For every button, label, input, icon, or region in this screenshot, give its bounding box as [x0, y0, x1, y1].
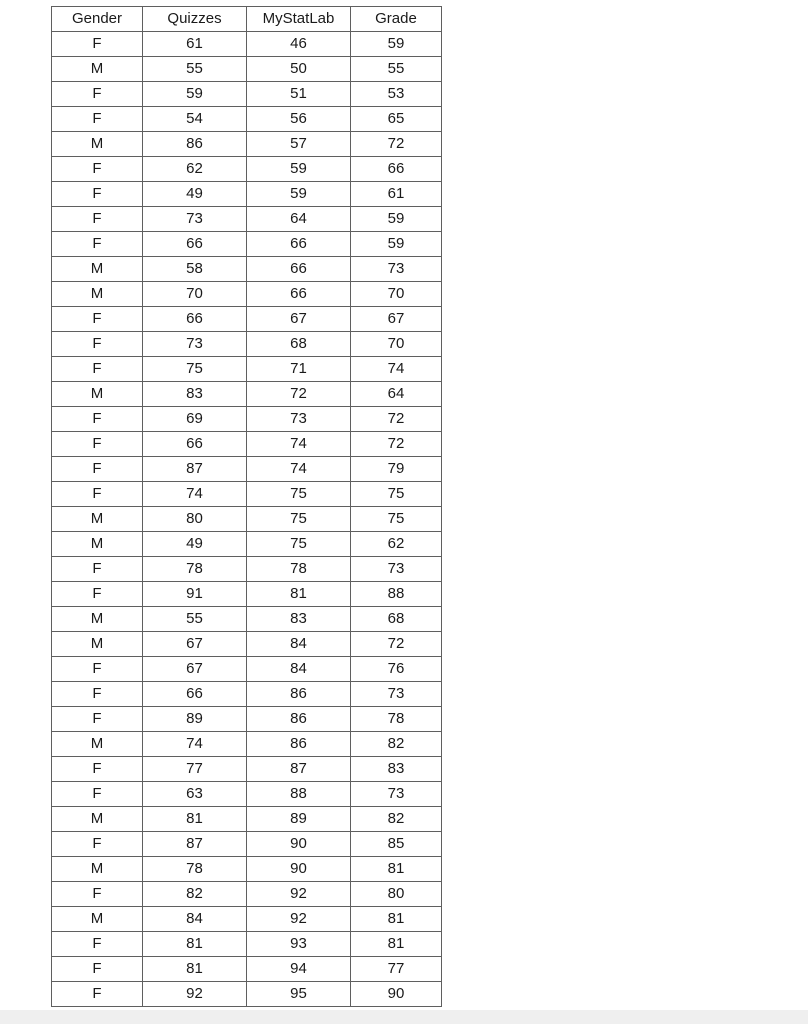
cell-mystatlab: 66	[247, 282, 351, 307]
cell-gender: F	[52, 207, 143, 232]
cell-quizzes: 62	[143, 157, 247, 182]
table-row	[52, 382, 442, 407]
cell-gender: F	[52, 357, 143, 382]
table-row	[52, 932, 442, 957]
cell-quizzes: 73	[143, 332, 247, 357]
cell-quizzes: 74	[143, 732, 247, 757]
cell-mystatlab: 94	[247, 957, 351, 982]
cell-mystatlab: 83	[247, 607, 351, 632]
cell-mystatlab: 64	[247, 207, 351, 232]
cell-mystatlab: 57	[247, 132, 351, 157]
table-row	[52, 657, 442, 682]
cell-grade: 59	[351, 32, 442, 57]
cell-gender: F	[52, 957, 143, 982]
cell-gender: M	[52, 132, 143, 157]
cell-gender: M	[52, 607, 143, 632]
cell-quizzes: 69	[143, 407, 247, 432]
cell-gender: M	[52, 257, 143, 282]
cell-grade: 74	[351, 357, 442, 382]
table-row	[52, 407, 442, 432]
cell-quizzes: 78	[143, 857, 247, 882]
cell-mystatlab: 74	[247, 457, 351, 482]
cell-gender: F	[52, 557, 143, 582]
cell-quizzes: 75	[143, 357, 247, 382]
table-row	[52, 532, 442, 557]
table-row	[52, 432, 442, 457]
cell-quizzes: 81	[143, 932, 247, 957]
cell-mystatlab: 78	[247, 557, 351, 582]
cell-quizzes: 55	[143, 607, 247, 632]
table-row	[52, 457, 442, 482]
cell-mystatlab: 50	[247, 57, 351, 82]
cell-quizzes: 55	[143, 57, 247, 82]
cell-quizzes: 66	[143, 432, 247, 457]
cell-mystatlab: 95	[247, 982, 351, 1007]
cell-mystatlab: 84	[247, 657, 351, 682]
table-row	[52, 182, 442, 207]
cell-gender: M	[52, 732, 143, 757]
cell-mystatlab: 93	[247, 932, 351, 957]
table-row	[52, 682, 442, 707]
cell-gender: F	[52, 432, 143, 457]
cell-gender: F	[52, 307, 143, 332]
cell-gender: F	[52, 832, 143, 857]
cell-mystatlab: 92	[247, 907, 351, 932]
cell-quizzes: 81	[143, 807, 247, 832]
cell-quizzes: 66	[143, 307, 247, 332]
table-row	[52, 232, 442, 257]
table-row	[52, 57, 442, 82]
cell-quizzes: 84	[143, 907, 247, 932]
cell-grade: 75	[351, 482, 442, 507]
cell-gender: F	[52, 757, 143, 782]
cell-gender: M	[52, 532, 143, 557]
cell-mystatlab: 71	[247, 357, 351, 382]
cell-grade: 72	[351, 132, 442, 157]
cell-mystatlab: 92	[247, 882, 351, 907]
cell-gender: F	[52, 157, 143, 182]
cell-gender: M	[52, 807, 143, 832]
cell-grade: 75	[351, 507, 442, 532]
table-row	[52, 107, 442, 132]
cell-gender: F	[52, 82, 143, 107]
cell-quizzes: 83	[143, 382, 247, 407]
cell-gender: M	[52, 507, 143, 532]
cell-gender: M	[52, 857, 143, 882]
cell-gender: F	[52, 657, 143, 682]
cell-grade: 88	[351, 582, 442, 607]
cell-quizzes: 74	[143, 482, 247, 507]
cell-quizzes: 49	[143, 532, 247, 557]
cell-mystatlab: 46	[247, 32, 351, 57]
data-table	[51, 6, 442, 1007]
table-row	[52, 957, 442, 982]
cell-gender: M	[52, 382, 143, 407]
cell-gender: F	[52, 932, 143, 957]
cell-mystatlab: 73	[247, 407, 351, 432]
table-body	[52, 32, 442, 1007]
cell-grade: 72	[351, 432, 442, 457]
cell-mystatlab: 66	[247, 232, 351, 257]
table-row	[52, 807, 442, 832]
cell-quizzes: 58	[143, 257, 247, 282]
cell-gender: F	[52, 782, 143, 807]
table-row	[52, 282, 442, 307]
cell-grade: 78	[351, 707, 442, 732]
cell-mystatlab: 51	[247, 82, 351, 107]
cell-gender: F	[52, 32, 143, 57]
table-row	[52, 207, 442, 232]
cell-grade: 61	[351, 182, 442, 207]
table-row	[52, 907, 442, 932]
cell-quizzes: 80	[143, 507, 247, 532]
cell-quizzes: 73	[143, 207, 247, 232]
cell-mystatlab: 84	[247, 632, 351, 657]
cell-mystatlab: 68	[247, 332, 351, 357]
cell-grade: 81	[351, 857, 442, 882]
cell-gender: F	[52, 582, 143, 607]
cell-quizzes: 87	[143, 832, 247, 857]
cell-grade: 76	[351, 657, 442, 682]
cell-quizzes: 77	[143, 757, 247, 782]
cell-grade: 85	[351, 832, 442, 857]
cell-gender: M	[52, 907, 143, 932]
cell-grade: 53	[351, 82, 442, 107]
cell-mystatlab: 88	[247, 782, 351, 807]
table-row	[52, 982, 442, 1007]
cell-mystatlab: 75	[247, 507, 351, 532]
cell-grade: 77	[351, 957, 442, 982]
cell-mystatlab: 89	[247, 807, 351, 832]
cell-mystatlab: 56	[247, 107, 351, 132]
table-row	[52, 482, 442, 507]
cell-grade: 82	[351, 807, 442, 832]
table-row	[52, 757, 442, 782]
cell-gender: F	[52, 982, 143, 1007]
cell-mystatlab: 90	[247, 832, 351, 857]
cell-grade: 59	[351, 207, 442, 232]
cell-grade: 81	[351, 907, 442, 932]
cell-quizzes: 61	[143, 32, 247, 57]
header-row	[52, 7, 442, 32]
cell-gender: F	[52, 232, 143, 257]
cell-mystatlab: 66	[247, 257, 351, 282]
cell-quizzes: 92	[143, 982, 247, 1007]
cell-grade: 59	[351, 232, 442, 257]
cell-quizzes: 70	[143, 282, 247, 307]
cell-mystatlab: 86	[247, 732, 351, 757]
cell-grade: 68	[351, 607, 442, 632]
cell-mystatlab: 75	[247, 482, 351, 507]
cell-grade: 81	[351, 932, 442, 957]
cell-gender: F	[52, 457, 143, 482]
cell-mystatlab: 75	[247, 532, 351, 557]
cell-grade: 67	[351, 307, 442, 332]
cell-grade: 73	[351, 782, 442, 807]
table-row	[52, 307, 442, 332]
cell-grade: 70	[351, 332, 442, 357]
cell-quizzes: 78	[143, 557, 247, 582]
cell-quizzes: 67	[143, 632, 247, 657]
cell-quizzes: 91	[143, 582, 247, 607]
cell-grade: 90	[351, 982, 442, 1007]
table-row	[52, 607, 442, 632]
table-row	[52, 707, 442, 732]
cell-gender: F	[52, 882, 143, 907]
cell-mystatlab: 74	[247, 432, 351, 457]
page-bottom-strip	[0, 1010, 808, 1024]
table-row	[52, 857, 442, 882]
cell-mystatlab: 81	[247, 582, 351, 607]
table-row	[52, 332, 442, 357]
cell-grade: 64	[351, 382, 442, 407]
header-gender: Gender	[52, 7, 143, 32]
cell-quizzes: 63	[143, 782, 247, 807]
cell-grade: 66	[351, 157, 442, 182]
table-row	[52, 82, 442, 107]
table-row	[52, 782, 442, 807]
cell-gender: F	[52, 332, 143, 357]
cell-quizzes: 66	[143, 682, 247, 707]
table-row	[52, 832, 442, 857]
cell-mystatlab: 90	[247, 857, 351, 882]
cell-quizzes: 67	[143, 657, 247, 682]
cell-gender: F	[52, 682, 143, 707]
cell-grade: 72	[351, 632, 442, 657]
cell-mystatlab: 86	[247, 682, 351, 707]
table-row	[52, 32, 442, 57]
cell-mystatlab: 86	[247, 707, 351, 732]
cell-grade: 79	[351, 457, 442, 482]
header-grade: Grade	[351, 7, 442, 32]
cell-grade: 62	[351, 532, 442, 557]
cell-grade: 80	[351, 882, 442, 907]
cell-gender: M	[52, 57, 143, 82]
cell-gender: M	[52, 282, 143, 307]
cell-mystatlab: 59	[247, 157, 351, 182]
table-row	[52, 582, 442, 607]
cell-quizzes: 49	[143, 182, 247, 207]
table-row	[52, 157, 442, 182]
cell-quizzes: 82	[143, 882, 247, 907]
table-row	[52, 507, 442, 532]
table-row	[52, 257, 442, 282]
cell-mystatlab: 72	[247, 382, 351, 407]
cell-quizzes: 86	[143, 132, 247, 157]
cell-gender: F	[52, 707, 143, 732]
header-quizzes: Quizzes	[143, 7, 247, 32]
cell-grade: 55	[351, 57, 442, 82]
cell-grade: 73	[351, 257, 442, 282]
cell-grade: 72	[351, 407, 442, 432]
cell-quizzes: 87	[143, 457, 247, 482]
cell-mystatlab: 59	[247, 182, 351, 207]
table-row	[52, 557, 442, 582]
table-row	[52, 732, 442, 757]
cell-quizzes: 89	[143, 707, 247, 732]
cell-gender: F	[52, 182, 143, 207]
cell-mystatlab: 87	[247, 757, 351, 782]
cell-grade: 65	[351, 107, 442, 132]
table-row	[52, 882, 442, 907]
table-row	[52, 132, 442, 157]
cell-quizzes: 54	[143, 107, 247, 132]
cell-quizzes: 59	[143, 82, 247, 107]
cell-grade: 82	[351, 732, 442, 757]
cell-gender: M	[52, 632, 143, 657]
table-row	[52, 357, 442, 382]
cell-mystatlab: 67	[247, 307, 351, 332]
cell-grade: 73	[351, 682, 442, 707]
cell-gender: F	[52, 482, 143, 507]
table-row	[52, 632, 442, 657]
cell-quizzes: 66	[143, 232, 247, 257]
cell-grade: 83	[351, 757, 442, 782]
cell-grade: 73	[351, 557, 442, 582]
header-mystatlab: MyStatLab	[247, 7, 351, 32]
cell-quizzes: 81	[143, 957, 247, 982]
cell-gender: F	[52, 107, 143, 132]
cell-gender: F	[52, 407, 143, 432]
cell-grade: 70	[351, 282, 442, 307]
